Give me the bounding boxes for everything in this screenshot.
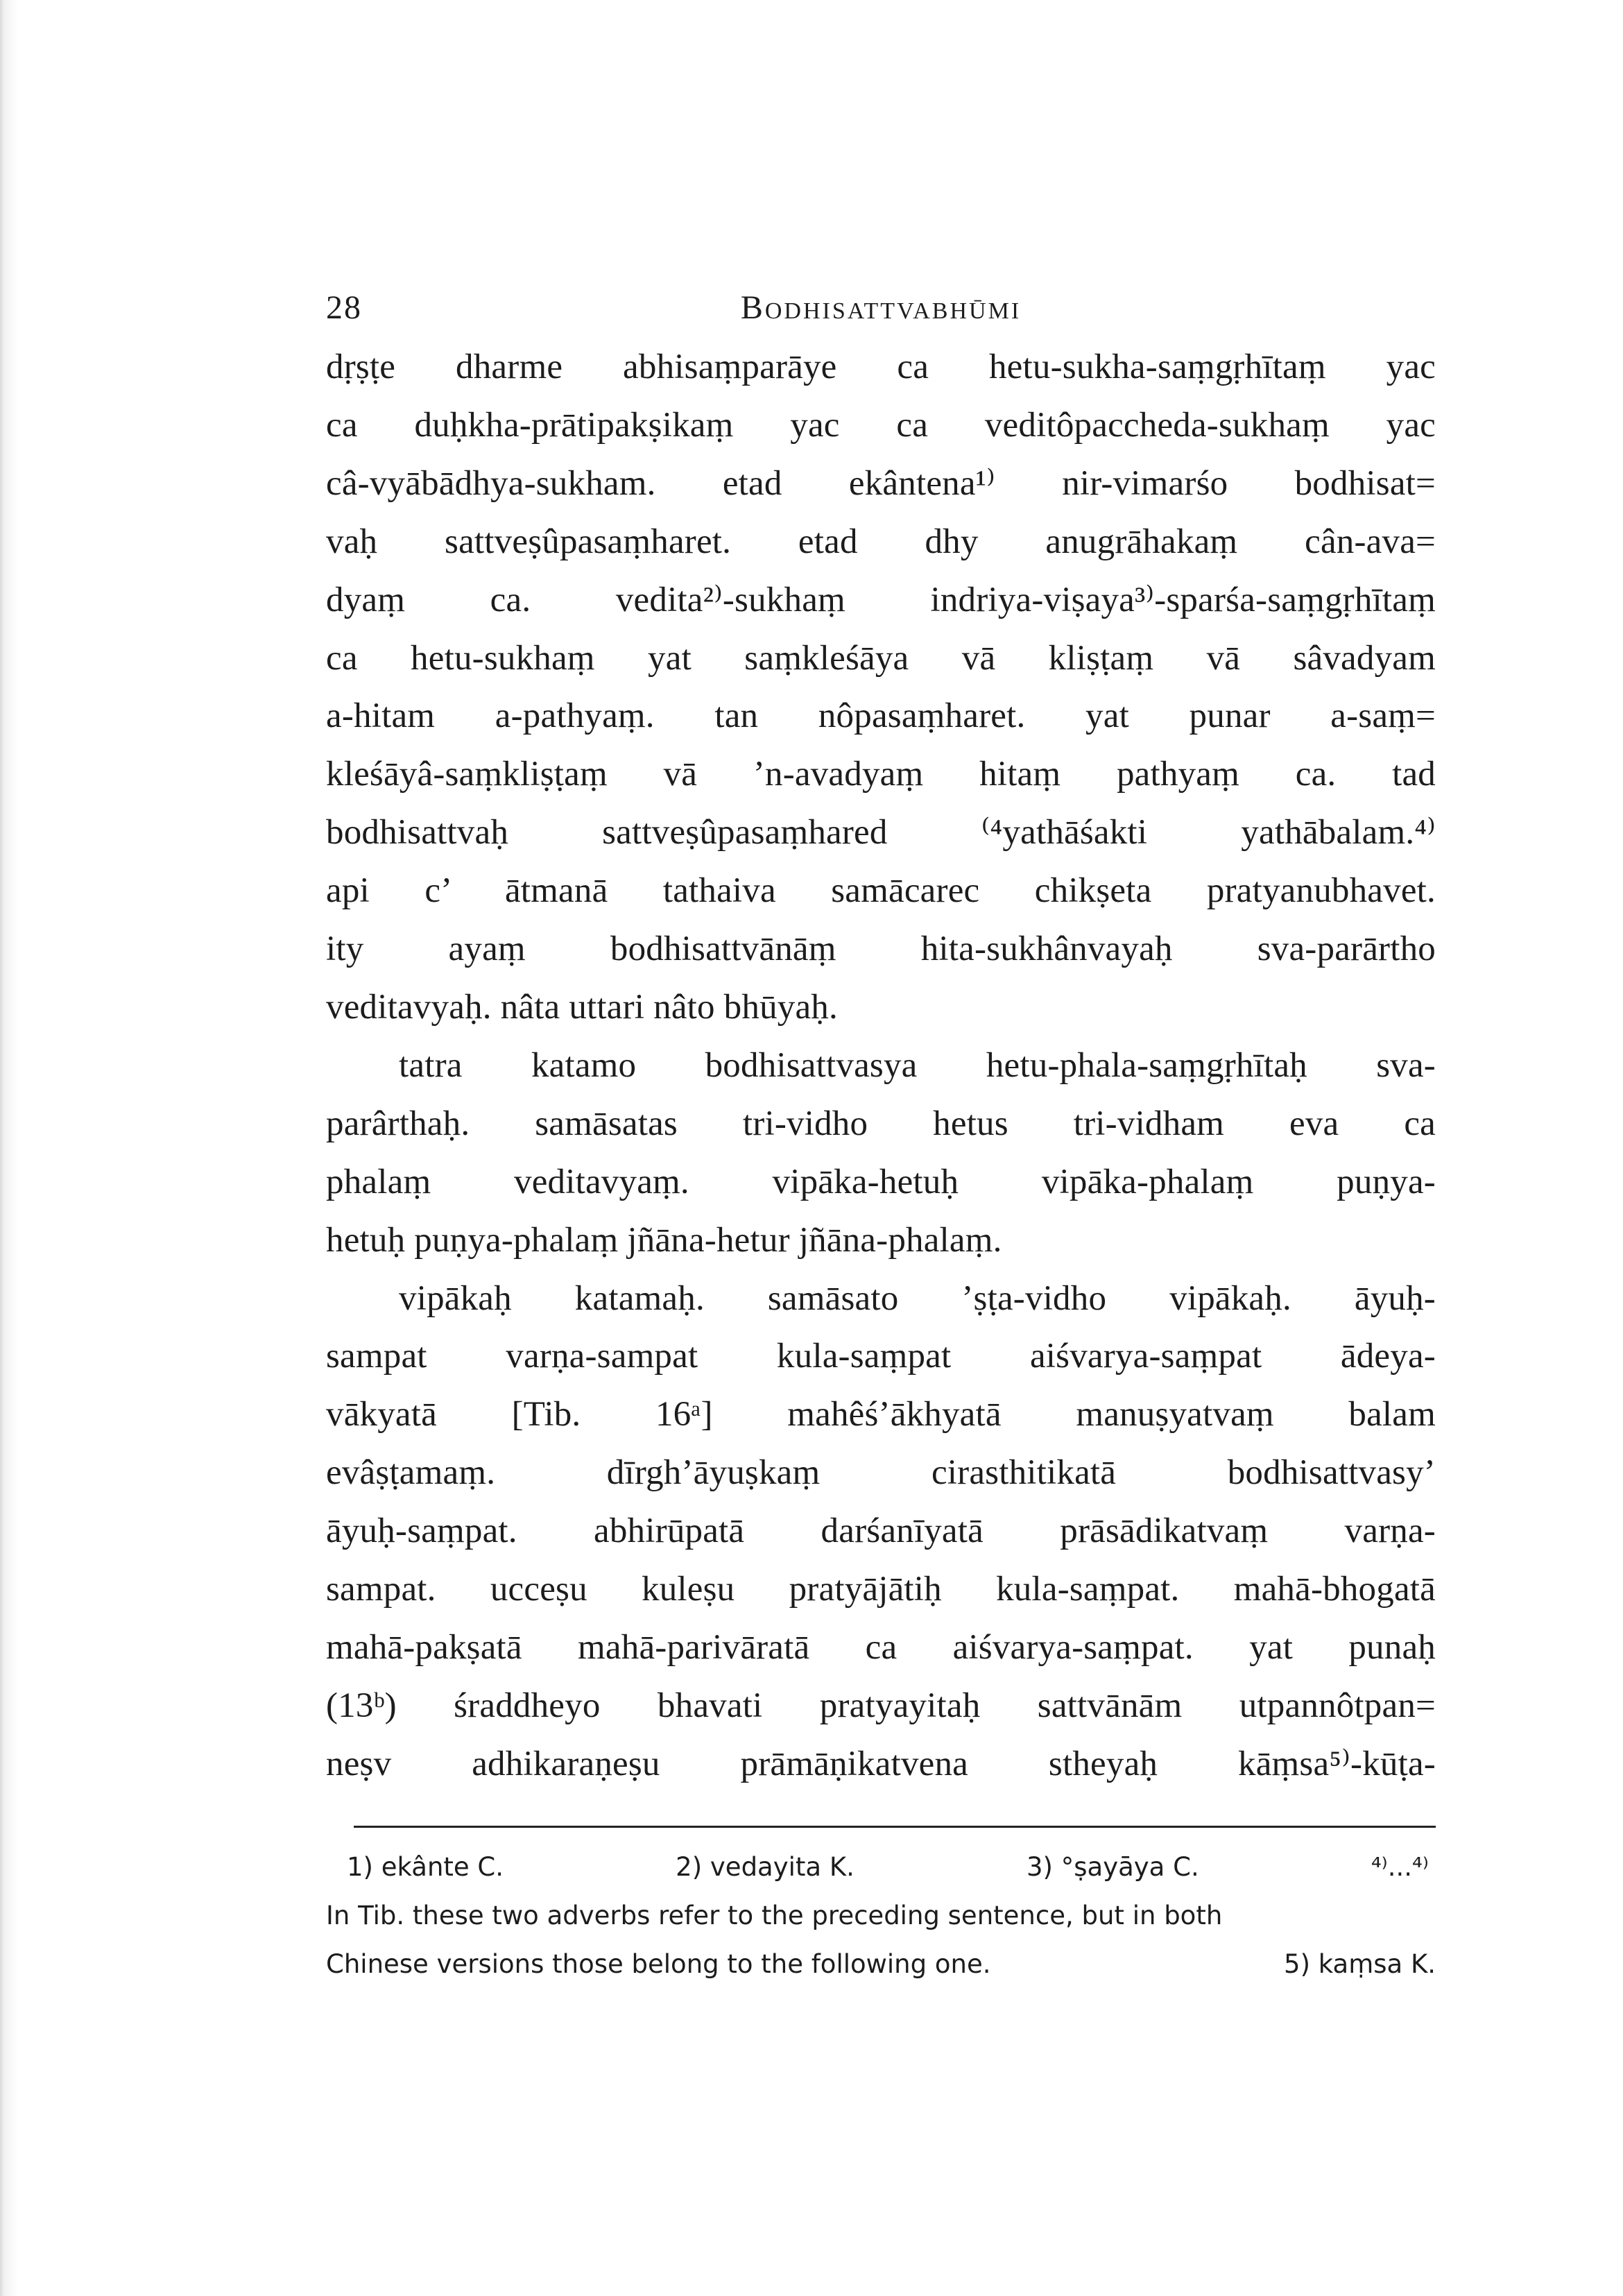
text-line: api c’ ātmanā tathaiva samācarec chikṣeta pratyanubhavet. — [326, 871, 1436, 911]
page-number: 28 — [326, 289, 362, 326]
main-text — [326, 339, 1436, 1794]
text-line: ca hetu-sukhaṃ yat saṃkleśāya vā kliṣṭaṃ vā sâvadyam — [326, 638, 1436, 678]
text-line: dṛṣṭe dharme abhisaṃparāye ca hetu-sukha-saṃgṛhītaṃ yac — [326, 348, 1436, 386]
text-line: câ-vyābādhya-sukham. etad ekântena¹⁾ nir-vimarśo bodhisat= — [326, 463, 1436, 503]
footnote-row — [326, 1843, 1436, 1892]
text-line: āyuḥ-saṃpat. abhirūpatā darśanīyatā prāsādikatvaṃ varṇa- — [326, 1511, 1436, 1551]
text-line: sampat. ucceṣu kuleṣu pratyājātiḥ kula-saṃpat. mahā-bhogatā — [326, 1570, 1436, 1609]
text-line: parârthaḥ. samāsatas tri-vidho hetus tri-vidham eva ca — [326, 1104, 1436, 1143]
text-line: kleśāyâ-saṃkliṣṭaṃ vā ’n-avadyaṃ hitaṃ pathyaṃ ca. tad — [326, 755, 1436, 794]
paragraph-start-line: tatra katamo bodhisattvasya hetu-phala-saṃgṛhītaḥ sva- — [399, 1045, 1436, 1085]
text-line: veditavyaḥ. nâta uttari nâto bhūyaḥ. — [326, 987, 838, 1027]
text-line: bodhisattvaḥ sattveṣûpasaṃhared ⁽⁴yathāśakti yathābalam.⁴⁾ — [326, 813, 1436, 853]
text-line: hetuḥ puṇya-phalaṃ jñāna-hetur jñāna-phalaṃ. — [326, 1220, 1002, 1260]
paragraph-start-line: vipākaḥ katamaḥ. samāsato ’ṣṭa-vidho vipākaḥ. āyuḥ- — [399, 1278, 1436, 1318]
text-line: evâṣṭamaṃ. dīrgh’āyuṣkaṃ cirasthitikatā bodhisattvasy’ — [326, 1453, 1436, 1493]
footnote-2: 2) vedayita K. — [676, 1851, 855, 1882]
text-line: phalaṃ veditavyaṃ. vipāka-hetuḥ vipāka-phalaṃ puṇya- — [326, 1162, 1436, 1201]
book-page — [326, 250, 1436, 1989]
page-header — [326, 250, 1436, 333]
text-line: vākyatā [Tib. 16ᵃ] mahêś’ākhyatā manuṣyatvaṃ balam — [326, 1395, 1436, 1434]
text-line: vaḥ sattveṣûpasaṃharet. etad dhy anugrāhakaṃ cân-ava= — [326, 522, 1436, 561]
text-line: sampat varṇa-sampat kula-saṃpat aiśvarya-saṃpat ādeya- — [326, 1337, 1436, 1376]
text-line: neṣv adhikaraṇeṣu prāmāṇikatvena stheyaḥ kāṃsa⁵⁾-kūṭa- — [326, 1744, 1436, 1783]
text-line: ity ayaṃ bodhisattvānāṃ hita-sukhânvayaḥ sva-parārtho — [326, 929, 1436, 969]
footnote-4-text — [326, 1892, 1436, 1940]
footnote-4-line2: Chinese versions those belong to the following one. — [326, 1948, 991, 1979]
footnote-3: 3) °ṣayāya C. — [1027, 1851, 1199, 1882]
text-line: dyaṃ ca. vedita²⁾-sukhaṃ indriya-viṣaya³⁾-sparśa-saṃgṛhītaṃ — [326, 580, 1436, 619]
text-line: (13ᵇ) śraddheyo bhavati pratyayitaḥ sattvānām utpannôtpan= — [326, 1686, 1436, 1725]
text-line: a-hitam a-pathyaṃ. tan nôpasaṃharet. yat punar a-saṃ= — [326, 696, 1436, 736]
footnote-4-continuation — [326, 1940, 1436, 1989]
text-line: ca duḥkha-prātipakṣikaṃ yac ca veditôpaccheda-sukhaṃ yac — [326, 405, 1436, 445]
scan-edge-shadow — [0, 0, 49, 2296]
footnote-rule — [354, 1826, 1436, 1828]
footnote-4-marker: ⁴⁾...⁴⁾ — [1371, 1851, 1429, 1882]
footnote-4-line1: In Tib. these two adverbs refer to the preceding sentence, but in both — [326, 1900, 1223, 1930]
footnote-5: 5) kaṃsa K. — [1284, 1948, 1436, 1979]
text-line: mahā-pakṣatā mahā-parivāratā ca aiśvarya-saṃpat. yat punaḥ — [326, 1627, 1436, 1667]
running-title: Bodhisattvabhūmi — [740, 289, 1022, 326]
footnote-1: 1) ekânte C. — [347, 1851, 504, 1882]
footnotes — [326, 1843, 1436, 1989]
